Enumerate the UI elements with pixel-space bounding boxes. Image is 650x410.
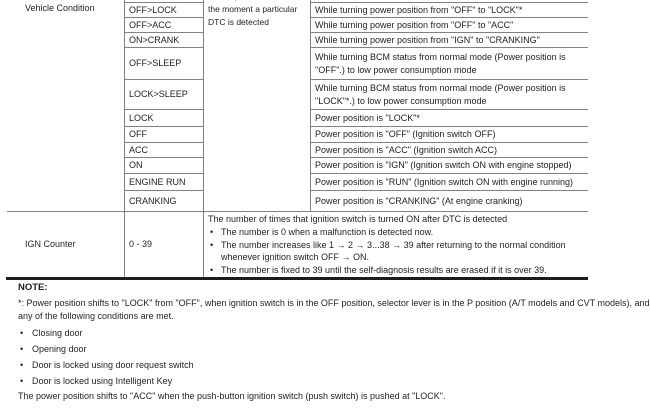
power-position-cell: ENGINE RUN <box>125 174 203 191</box>
condition-cell: Power position is "LOCK"* <box>311 110 588 127</box>
ign-counter-bullet-text: The number increases like 1 → 2 → 3...38 → 39 after returning to the normal condition whenever ignition switch OFF → ON. <box>221 239 566 263</box>
power-position-cell: OFF>SLEEP <box>125 48 203 80</box>
bullet-icon: • <box>210 239 214 250</box>
condition-cell: While turning BCM status from normal mode (Power position is "LOCK"*.) to low power consumption mode <box>311 80 588 110</box>
note-bullet-text: Opening door <box>32 344 87 355</box>
condition-cell: Power position is "ACC" (Ignition switch ACC) <box>311 143 588 158</box>
condition-cell: Power position is "CRANKING" (At engine cranking) <box>315 195 523 206</box>
bullet-icon: • <box>20 376 24 387</box>
ign-counter-bullet <box>208 226 586 239</box>
note-closing-text: The power position shifts to "ACC" when the push-button ignition switch (push switch) is pushed at "LOCK". <box>18 391 446 402</box>
power-position-cell: OFF <box>125 127 203 143</box>
power-position-cell: ON <box>125 158 203 174</box>
power-position-cell: CRANKING <box>129 195 177 206</box>
row-group-label: Vehicle Condition <box>25 3 95 13</box>
condition-cell: Power position is "OFF" (Ignition switch OFF) <box>311 127 588 143</box>
ign-counter-bullet <box>208 264 586 277</box>
power-position-cell: LOCK>SLEEP <box>125 80 203 110</box>
status-header-line: DTC is detected <box>208 17 269 27</box>
bullet-icon: • <box>20 360 24 371</box>
power-position-cell: ACC <box>125 143 203 158</box>
condition-cell: While turning BCM status from normal mode (Power position is "OFF".) to low power consumption mode <box>311 48 588 80</box>
bullet-icon: • <box>210 265 214 276</box>
status-column-header <box>208 0 310 29</box>
power-position-cell: LOCK <box>125 110 203 127</box>
condition-cell: Power position is "RUN" (Ignition switch ON with engine running) <box>311 174 588 191</box>
power-position-cell: OFF>LOCK <box>125 2 203 18</box>
note-bullet <box>18 328 650 339</box>
note-bullet-text: Door is locked using Intelligent Key <box>32 376 173 387</box>
condition-cell: While turning power position from "IGN" to "CRANKING" <box>311 33 588 48</box>
table-bottom-rule <box>6 277 588 280</box>
note-heading: NOTE: <box>18 282 48 293</box>
power-position-cell: ON>CRANK <box>125 33 203 48</box>
power-position-cell: OFF>ACC <box>125 18 203 33</box>
note-bullet <box>18 360 650 371</box>
bullet-icon: • <box>20 328 24 339</box>
condition-cell: While turning power position from "OFF" to "ACC" <box>311 18 588 33</box>
condition-cell: While turning power position from "OFF" to "LOCK"* <box>311 2 588 18</box>
ign-counter-title: The number of times that ignition switch is turned ON after DTC is detected <box>208 214 508 224</box>
note-bullet-text: Closing door <box>32 328 83 339</box>
bullet-icon: • <box>20 344 24 355</box>
ign-counter-bullet-text: The number is fixed to 39 until the self-diagnosis results are erased if it is over 39. <box>221 265 547 276</box>
note-asterisk-text: *: Power position shifts to "LOCK" from "OFF", when ignition switch is in the OFF position, selector lever is in the P position (A/T models and CVT models), and any of the following conditions are met. <box>18 298 650 322</box>
condition-cell: Power position is "IGN" (Ignition switch ON with engine stopped) <box>311 158 588 174</box>
note-bullet-text: Door is locked using door request switch <box>32 360 194 371</box>
note-bullet <box>18 376 650 387</box>
status-header-line: the moment a particular <box>208 4 298 14</box>
note-bullet <box>18 344 650 355</box>
ign-counter-description <box>203 211 588 277</box>
note-section <box>18 282 650 402</box>
ign-counter-range: 0 - 39 <box>129 238 153 249</box>
bullet-icon: • <box>210 226 214 237</box>
ign-counter-label: IGN Counter <box>25 238 76 249</box>
ign-counter-bullet-text: The number is 0 when a malfunction is detected now. <box>221 226 434 237</box>
ign-counter-bullet <box>208 239 586 265</box>
